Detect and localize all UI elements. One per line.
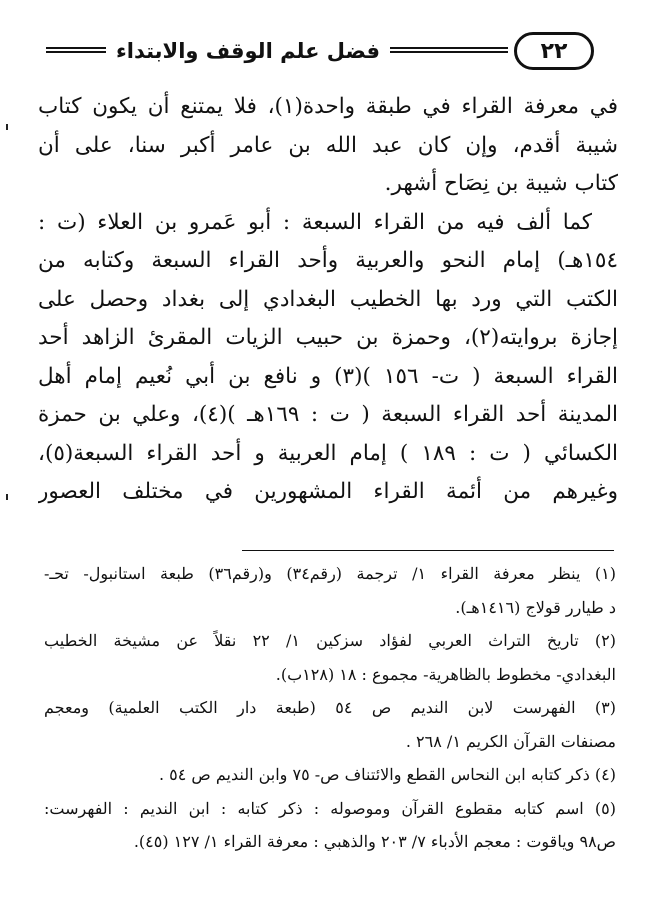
footnote-line: د طيارر قولاج (١٤١٦هـ). xyxy=(455,597,616,617)
text-line: إجازة بروايته(٢)، وحمزة بن حبيب الزيات المقرئ الزاهد أحد xyxy=(38,325,618,350)
text-line: وغيرهم من أئمة القراء المشهورين في مختلف العصور xyxy=(38,479,618,504)
running-title: فضل علم الوقف والابتداء xyxy=(116,39,380,63)
footnote-separator xyxy=(242,550,614,551)
text-line: كتاب شيبة بن نِصَاح أشهر. xyxy=(384,171,618,196)
main-text xyxy=(38,88,618,512)
footnote-line: (٢) تاريخ التراث العربي لفؤاد سزكين ١/ ٢٢ نقلاً عن مشيخة الخطيب xyxy=(44,631,616,650)
footnote-line: (٣) الفهرست لابن النديم ص ٥٤ (طبعة دار الكتب العلمية) ومعجم xyxy=(44,698,616,717)
text-line: المدينة أحد القراء السبعة ( ت : ١٦٩هـ )(٤)، وعلي بن حمزة xyxy=(38,402,618,427)
header-rule-right xyxy=(390,47,508,53)
text-line: ١٥٤هـ) إمام النحو والعربية وأحد القراء السبعة وكتابه من xyxy=(38,248,618,273)
header-rule-left xyxy=(46,47,106,53)
text-line: في معرفة القراء في طبقة واحدة(١)، فلا يمتنع أن يكون كتاب xyxy=(38,94,618,119)
footnote-line: (٥) اسم كتابه مقطوع القرآن وموصوله : ذكر كتابه : ابن النديم : الفهرست: xyxy=(44,798,616,818)
footnote-line: (١) ينظر معرفة القراء ١/ ترجمة (رقم٣٤) و(رقم٣٦) طبعة استانبول- تحـ- xyxy=(44,564,616,583)
footnote-line: مصنفات القرآن الكريم ١/ ٢٦٨ . xyxy=(405,731,616,751)
footnote-line: ص٩٨ وياقوت : معجم الأدباء ٧/ ٢٠٣ والذهبي : معرفة القراء ١/ ١٢٧ (٤٥). xyxy=(133,832,616,851)
footnotes xyxy=(44,557,616,859)
text-line: شيبة أقدم، وإن كان عبد الله بن عامر أكبر سنا، على أن xyxy=(38,132,618,158)
footnote-line: البغدادي- مخطوط بالظاهرية- مجموع : ١٨ (١٢٨ب). xyxy=(275,664,616,684)
scan-mark xyxy=(6,494,8,500)
text-line: الكسائي ( ت : ١٨٩ ) إمام العربية و أحد القراء السبعة(٥)، xyxy=(38,440,618,466)
scan-mark xyxy=(6,124,8,130)
text-line: كما ألف فيه من القراء السبعة : أبو عَمرو بن العلاء (ت : xyxy=(38,209,592,235)
text-line: الكتب التي ورد بها الخطيب البغدادي إلى بغداد وحصل على xyxy=(38,286,618,312)
page-number: ٢٢ xyxy=(514,32,594,70)
running-header xyxy=(40,32,600,74)
text-line: القراء السبعة ( ت- ١٥٦ )(٣) و نافع بن أبي نُعيم إمام أهل xyxy=(38,363,618,389)
footnote-line: (٤) ذكر كتابه ابن النحاس القطع والائتناف ص- ٧٥ وابن النديم ص ٥٤ . xyxy=(158,765,616,784)
